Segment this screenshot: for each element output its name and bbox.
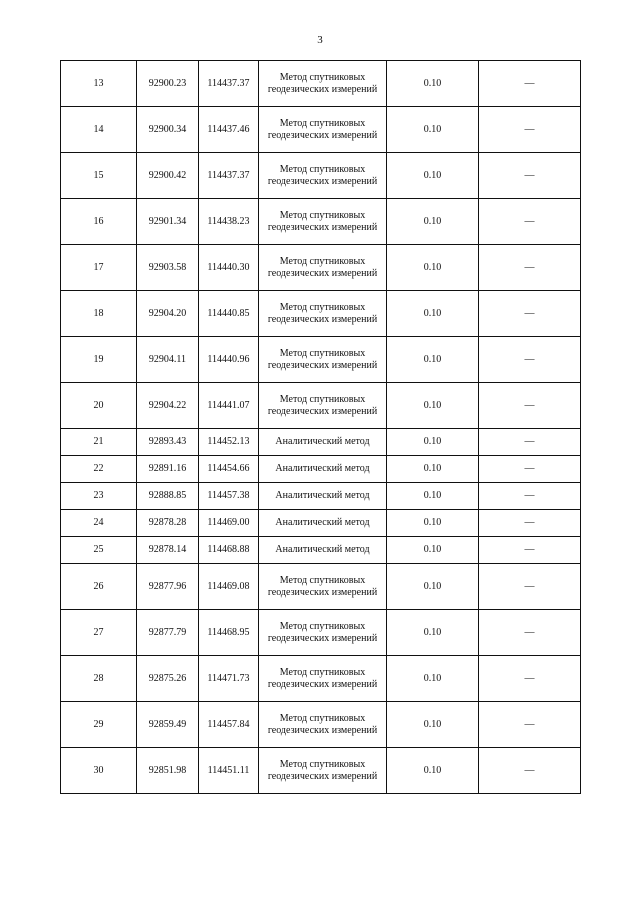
y-coordinate-cell: 114451.11 xyxy=(199,748,259,794)
y-coordinate-cell: 114438.23 xyxy=(199,199,259,245)
accuracy-cell: 0.10 xyxy=(387,107,479,153)
table-row xyxy=(61,199,581,245)
method-cell: Аналитический метод xyxy=(259,483,387,510)
x-coordinate-cell: 92900.42 xyxy=(137,153,199,199)
accuracy-cell: 0.10 xyxy=(387,383,479,429)
accuracy-cell: 0.10 xyxy=(387,199,479,245)
y-coordinate-cell: 114468.95 xyxy=(199,610,259,656)
table-row xyxy=(61,537,581,564)
y-coordinate-cell: 114440.30 xyxy=(199,245,259,291)
x-coordinate-cell: 92901.34 xyxy=(137,199,199,245)
point-number-cell: 18 xyxy=(61,291,137,337)
note-cell: — xyxy=(479,337,581,383)
method-cell: Метод спутниковых геодезических измерений xyxy=(259,107,387,153)
y-coordinate-cell: 114454.66 xyxy=(199,456,259,483)
table-row xyxy=(61,610,581,656)
method-cell: Метод спутниковых геодезических измерений xyxy=(259,564,387,610)
accuracy-cell: 0.10 xyxy=(387,656,479,702)
point-number-cell: 26 xyxy=(61,564,137,610)
note-cell: — xyxy=(479,291,581,337)
accuracy-cell: 0.10 xyxy=(387,483,479,510)
point-number-cell: 29 xyxy=(61,702,137,748)
accuracy-cell: 0.10 xyxy=(387,153,479,199)
accuracy-cell: 0.10 xyxy=(387,245,479,291)
method-cell: Аналитический метод xyxy=(259,510,387,537)
method-cell: Метод спутниковых геодезических измерений xyxy=(259,383,387,429)
table-row xyxy=(61,291,581,337)
note-cell: — xyxy=(479,564,581,610)
method-cell: Аналитический метод xyxy=(259,456,387,483)
accuracy-cell: 0.10 xyxy=(387,748,479,794)
note-cell: — xyxy=(479,702,581,748)
y-coordinate-cell: 114457.38 xyxy=(199,483,259,510)
point-number-cell: 27 xyxy=(61,610,137,656)
accuracy-cell: 0.10 xyxy=(387,510,479,537)
y-coordinate-cell: 114437.37 xyxy=(199,153,259,199)
x-coordinate-cell: 92878.14 xyxy=(137,537,199,564)
x-coordinate-cell: 92875.26 xyxy=(137,656,199,702)
y-coordinate-cell: 114452.13 xyxy=(199,429,259,456)
method-cell: Метод спутниковых геодезических измерений xyxy=(259,61,387,107)
method-cell: Метод спутниковых геодезических измерений xyxy=(259,702,387,748)
accuracy-cell: 0.10 xyxy=(387,337,479,383)
point-number-cell: 30 xyxy=(61,748,137,794)
method-cell: Метод спутниковых геодезических измерений xyxy=(259,337,387,383)
note-cell: — xyxy=(479,510,581,537)
point-number-cell: 25 xyxy=(61,537,137,564)
accuracy-cell: 0.10 xyxy=(387,537,479,564)
point-number-cell: 21 xyxy=(61,429,137,456)
y-coordinate-cell: 114457.84 xyxy=(199,702,259,748)
note-cell: — xyxy=(479,383,581,429)
accuracy-cell: 0.10 xyxy=(387,291,479,337)
note-cell: — xyxy=(479,537,581,564)
y-coordinate-cell: 114437.37 xyxy=(199,61,259,107)
x-coordinate-cell: 92893.43 xyxy=(137,429,199,456)
note-cell: — xyxy=(479,483,581,510)
method-cell: Метод спутниковых геодезических измерений xyxy=(259,245,387,291)
y-coordinate-cell: 114469.08 xyxy=(199,564,259,610)
x-coordinate-cell: 92877.96 xyxy=(137,564,199,610)
accuracy-cell: 0.10 xyxy=(387,610,479,656)
note-cell: — xyxy=(479,61,581,107)
table-row xyxy=(61,456,581,483)
x-coordinate-cell: 92851.98 xyxy=(137,748,199,794)
method-cell: Аналитический метод xyxy=(259,537,387,564)
x-coordinate-cell: 92878.28 xyxy=(137,510,199,537)
method-cell: Метод спутниковых геодезических измерений xyxy=(259,748,387,794)
note-cell: — xyxy=(479,199,581,245)
point-number-cell: 17 xyxy=(61,245,137,291)
accuracy-cell: 0.10 xyxy=(387,564,479,610)
table-row xyxy=(61,483,581,510)
y-coordinate-cell: 114471.73 xyxy=(199,656,259,702)
method-cell: Метод спутниковых геодезических измерений xyxy=(259,610,387,656)
table-row xyxy=(61,337,581,383)
coordinates-table xyxy=(60,60,581,794)
table-row xyxy=(61,61,581,107)
page-number: 3 xyxy=(317,34,323,46)
accuracy-cell: 0.10 xyxy=(387,456,479,483)
point-number-cell: 14 xyxy=(61,107,137,153)
table-row xyxy=(61,429,581,456)
accuracy-cell: 0.10 xyxy=(387,429,479,456)
x-coordinate-cell: 92900.34 xyxy=(137,107,199,153)
note-cell: — xyxy=(479,245,581,291)
note-cell: — xyxy=(479,107,581,153)
y-coordinate-cell: 114468.88 xyxy=(199,537,259,564)
x-coordinate-cell: 92859.49 xyxy=(137,702,199,748)
note-cell: — xyxy=(479,656,581,702)
table-row xyxy=(61,383,581,429)
x-coordinate-cell: 92888.85 xyxy=(137,483,199,510)
point-number-cell: 13 xyxy=(61,61,137,107)
table-row xyxy=(61,564,581,610)
x-coordinate-cell: 92877.79 xyxy=(137,610,199,656)
table-row xyxy=(61,153,581,199)
point-number-cell: 16 xyxy=(61,199,137,245)
x-coordinate-cell: 92904.22 xyxy=(137,383,199,429)
note-cell: — xyxy=(479,429,581,456)
point-number-cell: 20 xyxy=(61,383,137,429)
method-cell: Метод спутниковых геодезических измерений xyxy=(259,153,387,199)
table-row xyxy=(61,702,581,748)
point-number-cell: 19 xyxy=(61,337,137,383)
note-cell: — xyxy=(479,456,581,483)
coordinates-table-body xyxy=(61,61,581,794)
accuracy-cell: 0.10 xyxy=(387,702,479,748)
method-cell: Аналитический метод xyxy=(259,429,387,456)
method-cell: Метод спутниковых геодезических измерений xyxy=(259,199,387,245)
x-coordinate-cell: 92903.58 xyxy=(137,245,199,291)
method-cell: Метод спутниковых геодезических измерений xyxy=(259,291,387,337)
x-coordinate-cell: 92900.23 xyxy=(137,61,199,107)
x-coordinate-cell: 92891.16 xyxy=(137,456,199,483)
table-row xyxy=(61,245,581,291)
method-cell: Метод спутниковых геодезических измерений xyxy=(259,656,387,702)
y-coordinate-cell: 114437.46 xyxy=(199,107,259,153)
table-row xyxy=(61,748,581,794)
accuracy-cell: 0.10 xyxy=(387,61,479,107)
x-coordinate-cell: 92904.20 xyxy=(137,291,199,337)
y-coordinate-cell: 114440.96 xyxy=(199,337,259,383)
table-row xyxy=(61,510,581,537)
point-number-cell: 24 xyxy=(61,510,137,537)
note-cell: — xyxy=(479,610,581,656)
point-number-cell: 15 xyxy=(61,153,137,199)
note-cell: — xyxy=(479,748,581,794)
point-number-cell: 23 xyxy=(61,483,137,510)
table-row xyxy=(61,656,581,702)
y-coordinate-cell: 114469.00 xyxy=(199,510,259,537)
y-coordinate-cell: 114440.85 xyxy=(199,291,259,337)
y-coordinate-cell: 114441.07 xyxy=(199,383,259,429)
point-number-cell: 22 xyxy=(61,456,137,483)
point-number-cell: 28 xyxy=(61,656,137,702)
table-row xyxy=(61,107,581,153)
note-cell: — xyxy=(479,153,581,199)
x-coordinate-cell: 92904.11 xyxy=(137,337,199,383)
